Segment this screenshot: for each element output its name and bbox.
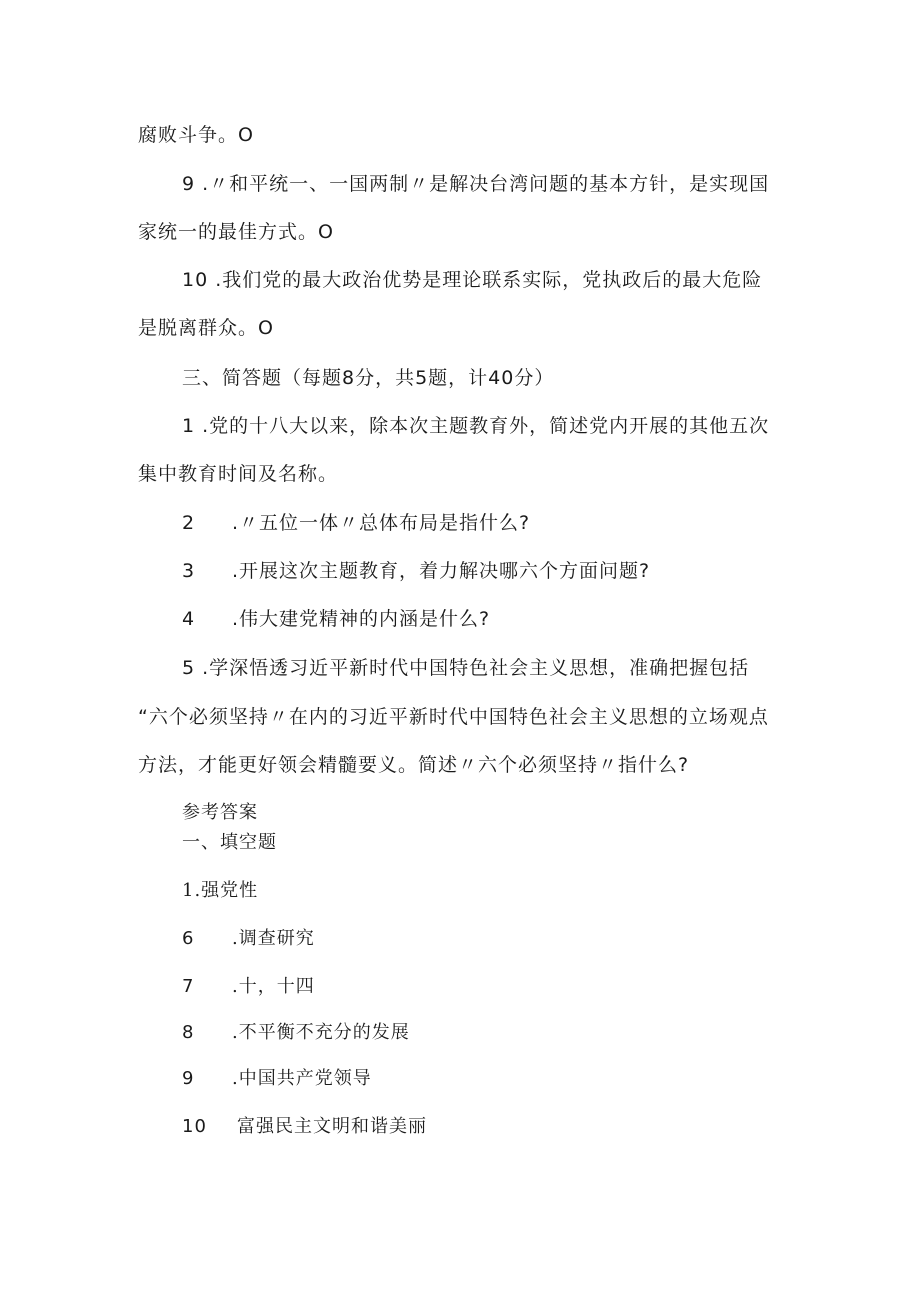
- sa-q5-line-1: 5 .学深悟透习近平新时代中国特色社会主义思想，准确把握包括: [182, 657, 750, 679]
- sa-q2-text: .〃五位一体〃总体布局是指什么?: [232, 512, 531, 534]
- sa-q3-number: 3: [182, 560, 196, 582]
- sa-q3: [182, 558, 650, 584]
- answer-7-number: 7: [182, 976, 195, 997]
- answer-7-text: .十，十四: [232, 976, 315, 997]
- sa-q3-text: .开展这次主题教育，着力解决哪六个方面问题?: [232, 560, 651, 582]
- sa-q4-number: 4: [182, 608, 196, 630]
- answer-9-number: 9: [182, 1068, 195, 1089]
- answer-8-text: .不平衡不充分的发展: [232, 1022, 410, 1043]
- sa-q1-line-2: 集中教育时间及名称。: [138, 463, 339, 485]
- q10-line-1: 10 .我们党的最大政治优势是理论联系实际，党执政后的最大危险: [182, 269, 763, 291]
- answer-8-number: 8: [182, 1022, 195, 1043]
- answer-10: [182, 1114, 427, 1140]
- q9-line-2: 家统一的最佳方式。O: [138, 221, 334, 243]
- answer-6: [182, 926, 315, 952]
- sa-q4: [182, 606, 490, 632]
- answer-6-number: 6: [182, 928, 195, 949]
- sa-q5-line-2: “六个必须坚持〃在内的习近平新时代中国特色社会主义思想的立场观点: [138, 706, 769, 728]
- q9-line-1: 9 .〃和平统一、一国两制〃是解决台湾问题的基本方针，是实现国: [182, 173, 770, 195]
- sa-q4-text: .伟大建党精神的内涵是什么?: [232, 608, 491, 630]
- answers-section-1: 一、填空题: [182, 832, 277, 853]
- answer-9-text: .中国共产党领导: [232, 1068, 372, 1089]
- sa-q2: [182, 510, 530, 536]
- answer-8: [182, 1020, 410, 1046]
- answer-10-number: 10: [182, 1116, 207, 1137]
- answer-9: [182, 1066, 372, 1092]
- q10-line-2: 是脱离群众。O: [138, 317, 274, 339]
- answer-10-text: 富强民主文明和谐美丽: [237, 1116, 427, 1137]
- sa-q2-number: 2: [182, 512, 196, 534]
- section-3-heading: 三、简答题（每题8分，共5题，计40分）: [182, 367, 555, 389]
- q8-ending: 腐败斗争。O: [138, 124, 254, 146]
- sa-q1-line-1: 1 .党的十八大以来，除本次主题教育外，简述党内开展的其他五次: [182, 415, 770, 437]
- answer-1: 1.强党性: [182, 880, 259, 901]
- answer-7: [182, 974, 315, 1000]
- answers-title: 参考答案: [182, 802, 258, 823]
- sa-q5-line-3: 方法，才能更好领会精髓要义。简述〃六个必须坚持〃指什么?: [138, 754, 690, 776]
- answer-6-text: .调查研究: [232, 928, 315, 949]
